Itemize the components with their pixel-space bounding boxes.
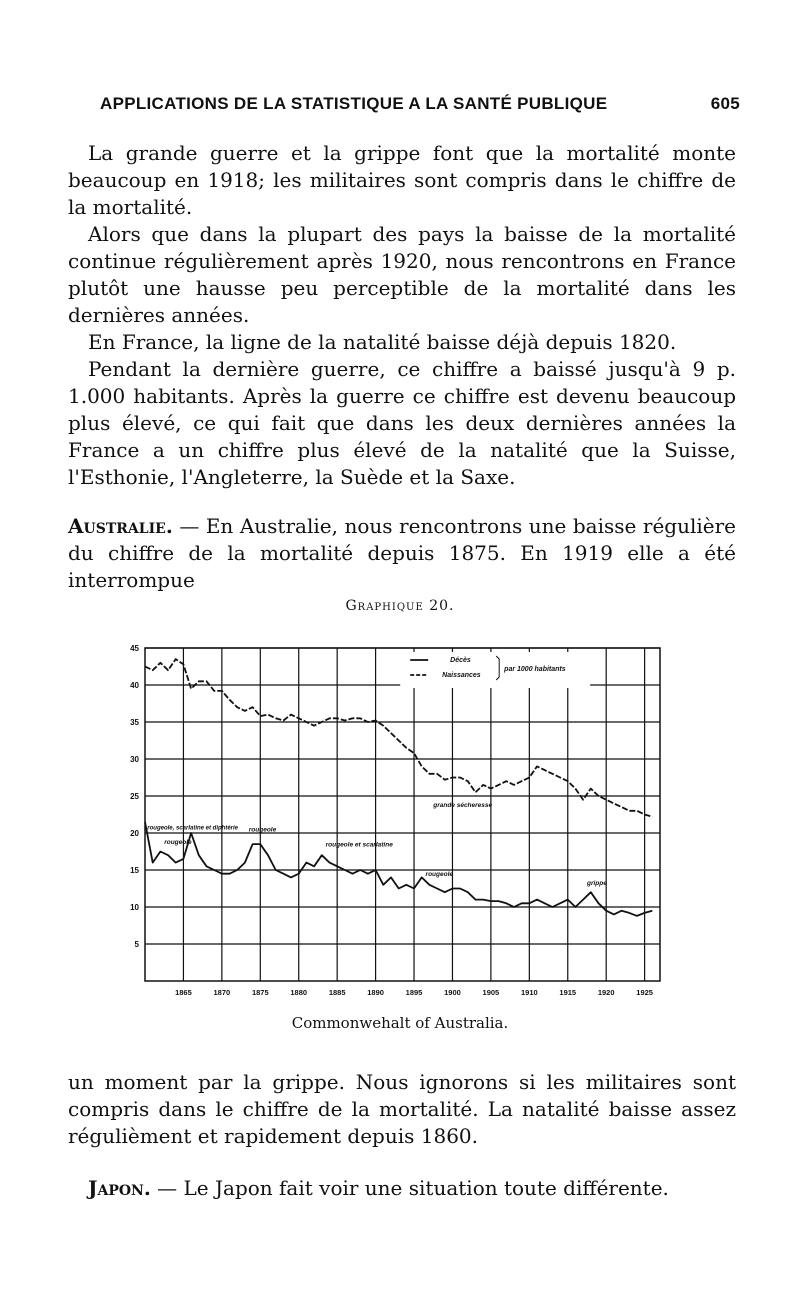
japan-heading: Japon. [88, 1176, 151, 1200]
annotation-label: rougeole [164, 839, 192, 847]
y-tick-label: 45 [130, 644, 139, 653]
y-tick-label: 40 [130, 681, 139, 690]
figure-title: Graphique 20. [345, 598, 455, 614]
paragraph-6: un moment par la grippe. Nous ignorons si les militaires sont compris dans le chiffre de la mortalité. La natalité baisse assez régulièment et rapidement depuis 1860. [68, 1070, 736, 1148]
y-tick-label: 20 [130, 829, 139, 838]
japan-text: — Le Japon fait voir une situation toute différente. [157, 1176, 669, 1200]
x-tick-label: 1880 [290, 988, 308, 997]
annotation-label: rougeole, scarlatine et diphtérie [147, 825, 239, 832]
annotation-label: rougeole [425, 870, 454, 878]
x-tick-label: 1870 [213, 988, 231, 997]
paragraph-2: Alors que dans la plupart des pays la baisse de la mortalité continue régulièrement après 1920, nous rencontrons en France plutôt une hausse peu perceptible de la mortalité dans les dernières années. [68, 222, 736, 327]
x-tick-label: 1905 [482, 988, 500, 997]
paragraph-3: En France, la ligne de la natalité baisse déjà depuis 1820. [88, 330, 677, 354]
x-tick-label: 1885 [328, 988, 346, 997]
y-tick-label: 25 [130, 792, 139, 801]
x-tick-label: 1875 [251, 988, 269, 997]
paragraph-japan [68, 1175, 736, 1202]
x-tick-label: 1890 [367, 988, 384, 997]
x-tick-label: 1920 [597, 988, 615, 997]
y-tick-label: 10 [130, 903, 139, 912]
x-tick-label: 1915 [559, 988, 577, 997]
y-tick-label: 30 [130, 755, 139, 764]
paragraph-4: Pendant la dernière guerre, ce chiffre a baissé jusqu'à 9 p. 1.000 habitants. Après la guerre ce chiffre est devenu beaucoup plus élevé, ce qui fait que dans les deux dernières années la France a un chiffre plus élevé de la natalité que la Suisse, l'Esthonie, l'Angleterre, la Suède et la Saxe. [68, 357, 736, 489]
y-tick-label: 15 [130, 866, 139, 875]
page-number: 605 [710, 94, 740, 113]
y-tick-label: 35 [130, 718, 139, 727]
y-tick-label: 5 [134, 940, 139, 949]
annotation-label: grippe [586, 879, 607, 887]
annotation-label: rougeole et scarlatine [325, 841, 393, 849]
annotation-label: rougeole [248, 826, 277, 834]
paragraph-australia [68, 513, 736, 594]
x-tick-label: 1900 [444, 988, 461, 997]
header-title: APPLICATIONS DE LA STATISTIQUE A LA SANTÉ PUBLIQUE [100, 94, 608, 113]
x-tick-label: 1865 [175, 988, 192, 997]
figure-caption: Commonwehalt of Australia. [291, 1014, 509, 1032]
legend-unit-label: par 1000 habitants [504, 666, 566, 673]
x-tick-label: 1910 [520, 988, 538, 997]
legend-deaths-label: Décès [450, 657, 471, 664]
legend-births-label: Naissances [442, 672, 481, 679]
mortality-natality-chart [120, 636, 680, 1006]
australia-heading: Australie. [68, 514, 173, 538]
x-tick-label: 1895 [405, 988, 423, 997]
x-tick-label: 1925 [636, 988, 653, 997]
running-header [100, 94, 740, 114]
australia-text: — En Australie, nous rencontrons une baisse régulière du chiffre de la mortalité depuis 1875. En 1919 elle a été interrompue [68, 514, 736, 592]
deaths-series-line [145, 822, 652, 916]
paragraph-1: La grande guerre et la grippe font que la mortalité monte beaucoup en 1918; les militaires sont compris dans le chiffre de la mortalité. [68, 141, 736, 219]
annotation-label: grande sécheresse [433, 802, 493, 810]
